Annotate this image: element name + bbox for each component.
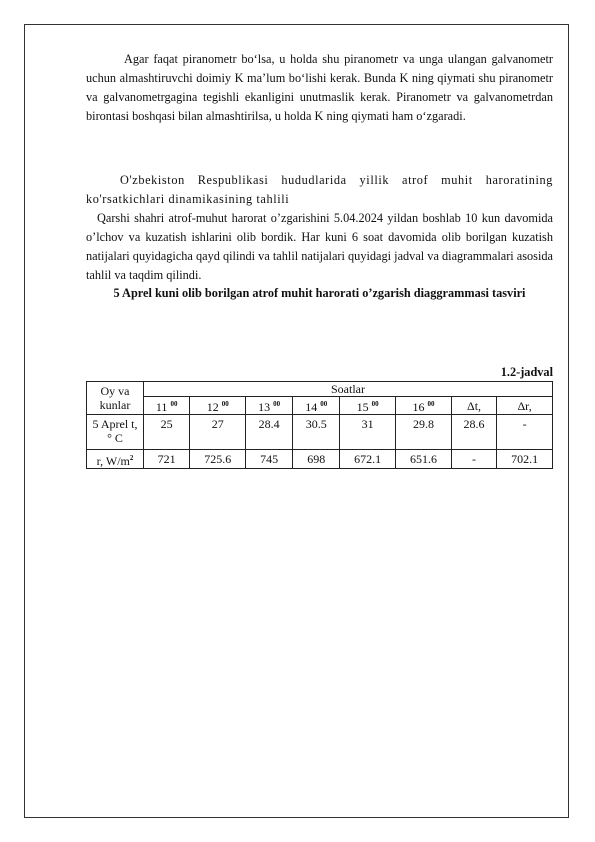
hour-header: 13 $^{00}$ [246,397,293,415]
table-row [87,415,553,450]
hour-header: 14 $^{00}$ [293,397,340,415]
document-content [86,50,553,469]
table-cell: 30.5 [293,415,340,450]
table-cell: 28.6 [451,415,496,450]
table-cell: 725.6 [190,450,246,469]
table-cell: 745 [246,450,293,469]
row-label: 5 Aprel t, ° C [87,415,144,450]
table-cell: - [451,450,496,469]
table-label: 1.2-jadval [500,365,553,379]
hour-header: 11 $^{00}$ [144,397,190,415]
hour-header: 16 $^{00}$ [396,397,452,415]
corner-header: Oy va kunlar [87,382,144,415]
delta-r-header: Δr, [497,397,553,415]
hours-group-header: Soatlar [144,382,553,397]
row-label: r, $W/m^2$ [87,450,144,469]
table-cell: 29.8 [396,415,452,450]
table-row [87,450,553,469]
table-cell: - [497,415,553,450]
table-cell: 698 [293,450,340,469]
table-cell: 672.1 [340,450,396,469]
table-cell: 721 [144,450,190,469]
table-cell: 651.6 [396,450,452,469]
delta-t-header: Δt, [451,397,496,415]
hour-header: 12 $^{00}$ [190,397,246,415]
table-cell: 702.1 [497,450,553,469]
table-header-row [87,382,553,397]
hour-header: 15 $^{00}$ [340,397,396,415]
paragraph-observations: Qarshi shahri atrof-muhut harorat o’zgarishini 5.04.2024 yildan boshlab 10 kun davomida o’lchov va kuzatish ishlarini olib bordik. Har kuni 6 soat davomida olib borilgan kuzatish natijalari quyidagicha qayd qilindi va tahlil natijalari quyidagi jadval va diagrammalari asosida tahlil va taqdim qilindi. [86,211,553,282]
diagram-caption: 5 Aprel kuni olib borilgan atrof muhit harorati o’zgarish diaggrammasi tasviri [113,286,526,300]
table-cell: 31 [340,415,396,450]
table-cell: 27 [190,415,246,450]
section-subtitle: O'zbekiston Respublikasi hududlarida yillik atrof muhit haroratining ko'rsatkichlari dinamikasining tahlili [86,173,553,206]
temperature-table [86,381,553,469]
paragraph-piranometr: Agar faqat piranometr bo‘lsa, u holda shu piranometr va unga ulangan galvanometr uchun almashtiruvchi doimiy K ma’lum bo‘lishi kerak. Bunda K ning qiymati shu piranometr va galvanometrgagina tegishli ekanligini unutmaslik kerak. Piranometr va galvanometrdan birontasi boshqasi bilan almashtirilsa, u holda K ning qiymati ham o‘zgaradi. [86,52,553,123]
table-cell: 28.4 [246,415,293,450]
table-subheader-row [87,397,553,415]
table-cell: 25 [144,415,190,450]
